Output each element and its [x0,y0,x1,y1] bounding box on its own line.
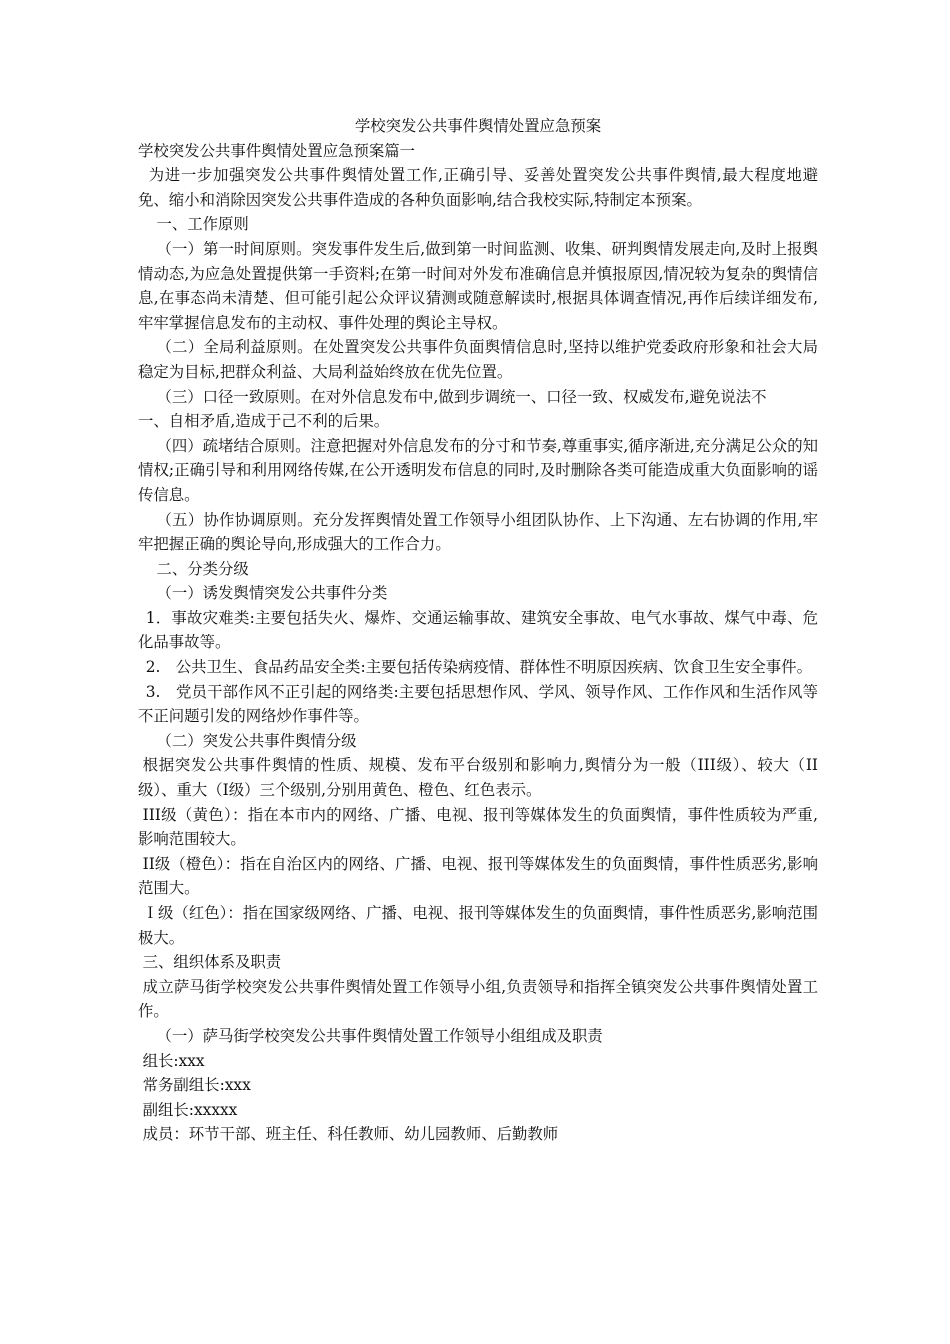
subsection-heading-leadership-group: （一）萨马街学校突发公共事件舆情处置工作领导小组组成及职责 [156,1026,603,1045]
group-executive-deputy: 常务副组长:xxx [142,1076,251,1095]
grade-iii-yellow: III级（黄色）：指在本市内的网络、广播、电视、报刊等媒体发生的负面舆情，事件性质较为严重,影响范围较大。 [138,805,818,849]
principle-first-time: （一）第一时间原则。突发事件发生后,做到第一时间监测、收集、研判舆情发展走向,及时上报舆情动态,为应急处置提供第一手资料;在第一时间对外发布准确信息并慎报原因,情况较为复杂的舆情信息,在事态尚未清楚、但可能引起公众评议猜测或随意解读时,根据具体调查情况,再作后续详细发布,牢牢掌握信息发布的主动权、事件处理的舆论主导权。 [138,239,818,332]
group-leader: 组长:xxx [142,1051,205,1070]
grade-i-red: Ｉ级（红色）：指在国家级网络、广播、电视、报刊等媒体发生的负面舆情，事件性质恶劣,影响范围极大。 [138,904,818,947]
section-heading-organization: 三、组织体系及职责 [142,953,282,972]
document-page [138,114,818,1147]
event-type-conduct: 3. 党员干部作风不正引起的网络类:主要包括思想作风、学风、领导作风、工作作风和生活作风等不正问题引发的网络炒作事件等。 [138,682,818,726]
group-members: 成员：环节干部、班主任、科任教师、幼儿园教师、后勤教师 [142,1125,559,1144]
grading-intro: 根据突发公共事件舆情的性质、规模、发布平台级别和影响力,舆情分为一般（III级）、较大（II级）、重大（I级）三个级别,分别用黄色、橙色、红色表示。 [138,756,818,800]
event-type-public-health: 2. 公共卫生、食品药品安全类:主要包括传染病疫情、群体性不明原因疾病、饮食卫生安全事件。 [145,658,812,677]
intro-paragraph: 为进一步加强突发公共事件舆情处置工作,正确引导、妥善处置突发公共事件舆情,最大程度地避免、缩小和消除因突发公共事件造成的各种负面影响,结合我校实际,特制定本预案。 [138,166,818,209]
organization-intro: 成立萨马街学校突发公共事件舆情处置工作领导小组,负责领导和指挥全镇突发公共事件舆情处置工作。 [138,977,818,1021]
principle-coordination: （五）协作协调原则。充分发挥舆情处置工作领导小组团队协作、上下沟通、左右协调的作用,牢牢把握正确的舆论导向,形成强大的工作合力。 [138,510,818,554]
document-subtitle: 学校突发公共事件舆情处置应急预案篇一 [138,141,416,160]
grade-ii-orange: II级（橙色）：指在自治区内的网络、广播、电视、报刊等媒体发生的负面舆情，事件性质恶劣,影响范围大。 [138,854,818,898]
section-heading-principles: 一、工作原则 [156,215,249,234]
group-deputy: 副组长:xxxxx [142,1100,238,1119]
subsection-heading-grading: （二）突发公共事件舆情分级 [156,731,357,750]
section-heading-classification: 二、分类分级 [156,559,249,578]
event-type-accident: 1．事故灾难类:主要包括失火、爆炸、交通运输事故、建筑安全事故、电气水事故、煤气中毒、危化品事故等。 [138,608,818,652]
document-title: 学校突发公共事件舆情处置应急预案 [354,117,602,135]
principle-overall-interest: （二）全局利益原则。在处置突发公共事件负面舆情信息时,坚持以维护党委政府形象和社会大局稳定为目标,把群众利益、大局利益始终放在优先位置。 [138,338,818,381]
principle-consistency-continued: 一、自相矛盾,造成于己不利的后果。 [138,412,390,431]
principle-combination: （四）疏堵结合原则。注意把握对外信息发布的分寸和节奏,尊重事实,循序渐进,充分满足公众的知情权;正确引导和利用网络传媒,在公开透明发布信息的同时,及时删除各类可能造成重大负面影响的谣传信息。 [138,436,818,504]
subsection-heading-event-types: （一）诱发舆情突发公共事件分类 [156,584,388,603]
principle-consistency: （三）口径一致原则。在对外信息发布中,做到步调统一、口径一致、权威发布,避免说法不 [156,387,767,406]
